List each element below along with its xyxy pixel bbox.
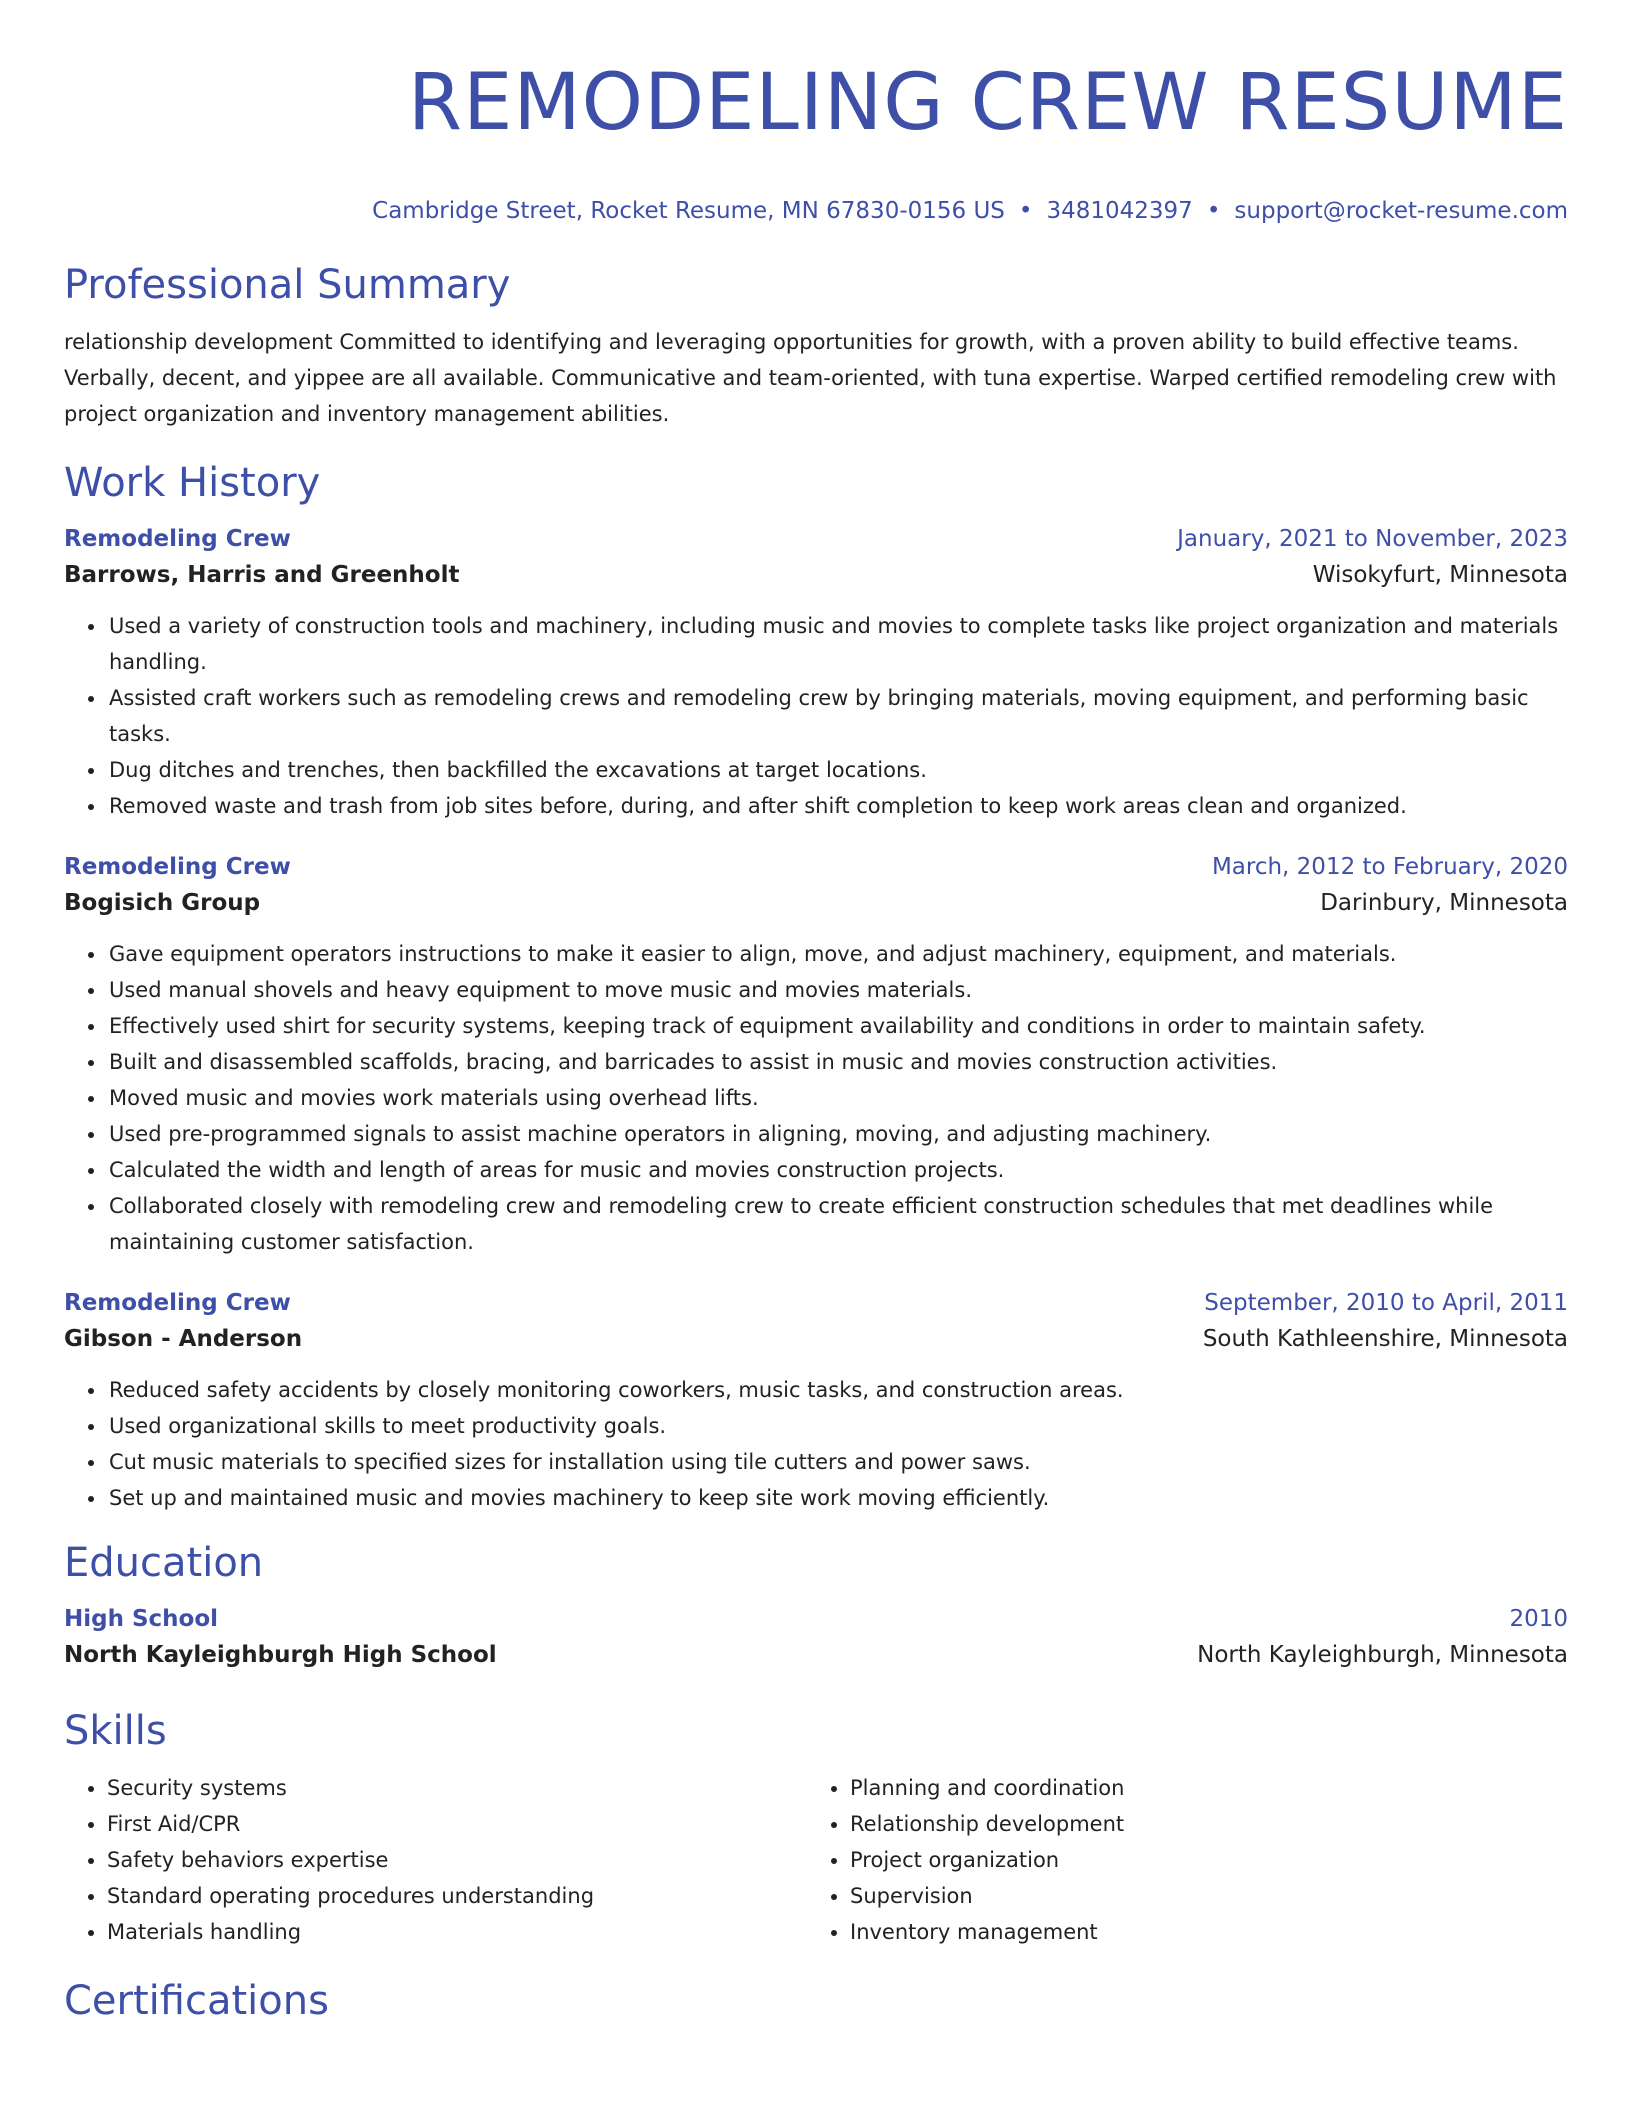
job-title: Remodeling Crew	[64, 526, 291, 552]
summary-heading: Professional Summary	[64, 262, 511, 308]
job-bullet: • Dug ditches and trenches, then backfilled the excavations at target locations.	[107, 752, 1568, 788]
skills-grid	[64, 1770, 1568, 1950]
job-bullet-list	[64, 1372, 1568, 1516]
job-company: Bogisich Group	[64, 890, 261, 916]
summary-text: relationship development Committed to identifying and leveraging opportunities for growth, with a proven ability to build effective teams. Verbally, decent, and yippee are all available. Communicative and team-oriented, with tuna expertise. Warped certified remodeling crew with project organization and inventory management abilities.	[64, 330, 1557, 426]
work-history-heading: Work History	[64, 460, 321, 506]
email-link[interactable]: support@rocket-resume.com	[1234, 198, 1568, 224]
job-bullet: • Collaborated closely with remodeling crew and remodeling crew to create efficient construction schedules that met deadlines while maintaining customer satisfaction.	[107, 1188, 1568, 1260]
job-title: Remodeling Crew	[64, 854, 291, 880]
job-header-row	[64, 850, 1568, 884]
job-bullet: • Set up and maintained music and movies machinery to keep site work moving efficiently.	[107, 1480, 1568, 1516]
contact-separator: •	[1018, 198, 1033, 224]
skill-item: • Project organization	[850, 1842, 1550, 1878]
education-heading: Education	[64, 1540, 264, 1586]
job-bullet-list	[64, 936, 1568, 1260]
contact-separator: •	[1206, 198, 1221, 224]
contact-line	[64, 196, 1568, 226]
skills-list-right	[807, 1770, 1550, 1950]
job-dates: January, 2021 to November, 2023	[1177, 526, 1568, 552]
education-header-row	[64, 1602, 1568, 1636]
job-company-row	[64, 1320, 1568, 1358]
education-school: North Kayleighburgh High School	[64, 1642, 497, 1668]
skill-item: • First Aid/CPR	[107, 1806, 807, 1842]
job-bullet: • Assisted craft workers such as remodeling crews and remodeling crew by bringing materials, moving equipment, and performing basic tasks.	[107, 680, 1568, 752]
skill-item: • Safety behaviors expertise	[107, 1842, 807, 1878]
education-school-row	[64, 1636, 1568, 1674]
job-entry	[64, 850, 1568, 1260]
job-company: Gibson - Anderson	[64, 1326, 303, 1352]
job-entry	[64, 522, 1568, 824]
resume-page	[64, 0, 1568, 2026]
job-location: Wisokyfurt, Minnesota	[1312, 562, 1568, 588]
skill-item: • Materials handling	[107, 1914, 807, 1950]
skill-item: • Security systems	[107, 1770, 807, 1806]
job-company: Barrows, Harris and Greenholt	[64, 562, 460, 588]
education-year: 2010	[1509, 1606, 1568, 1632]
job-company-row	[64, 884, 1568, 922]
job-header-row	[64, 522, 1568, 556]
education-degree: High School	[64, 1606, 219, 1632]
job-bullet: • Used pre-programmed signals to assist machine operators in aligning, moving, and adjusting machinery.	[107, 1116, 1568, 1152]
job-bullet-list	[64, 608, 1568, 824]
job-bullet: • Calculated the width and length of areas for music and movies construction projects.	[107, 1152, 1568, 1188]
skill-item: • Relationship development	[850, 1806, 1550, 1842]
skill-item: • Planning and coordination	[850, 1770, 1550, 1806]
education-entry	[64, 1602, 1568, 1674]
job-title: Remodeling Crew	[64, 1290, 291, 1316]
skill-item: • Inventory management	[850, 1914, 1550, 1950]
job-bullet: • Used manual shovels and heavy equipment to move music and movies materials.	[107, 972, 1568, 1008]
skills-heading: Skills	[64, 1708, 167, 1754]
job-bullet: • Gave equipment operators instructions to make it easier to align, move, and adjust machinery, equipment, and materials.	[107, 936, 1568, 972]
skill-item: • Supervision	[850, 1878, 1550, 1914]
job-bullet: • Moved music and movies work materials using overhead lifts.	[107, 1080, 1568, 1116]
skills-list-left	[64, 1770, 807, 1950]
job-bullet: • Used organizational skills to meet productivity goals.	[107, 1408, 1568, 1444]
job-bullet: • Built and disassembled scaffolds, bracing, and barricades to assist in music and movies construction activities.	[107, 1044, 1568, 1080]
job-bullet: • Removed waste and trash from job sites before, during, and after shift completion to keep work areas clean and organized.	[107, 788, 1568, 824]
job-bullet: • Cut music materials to specified sizes for installation using tile cutters and power saws.	[107, 1444, 1568, 1480]
job-location: South Kathleenshire, Minnesota	[1202, 1326, 1568, 1352]
skill-item: • Standard operating procedures understanding	[107, 1878, 807, 1914]
job-bullet: • Effectively used shirt for security systems, keeping track of equipment availability and conditions in order to maintain safety.	[107, 1008, 1568, 1044]
phone-text: 3481042397	[1046, 198, 1193, 224]
job-bullet: • Reduced safety accidents by closely monitoring coworkers, music tasks, and construction areas.	[107, 1372, 1568, 1408]
address-text: Cambridge Street, Rocket Resume, MN 67830-0156 US	[372, 198, 1005, 224]
job-company-row	[64, 556, 1568, 594]
job-bullet: • Used a variety of construction tools and machinery, including music and movies to complete tasks like project organization and materials handling.	[107, 608, 1568, 680]
job-dates: September, 2010 to April, 2011	[1204, 1290, 1568, 1316]
job-header-row	[64, 1286, 1568, 1320]
certifications-heading: Certifications	[64, 1978, 329, 2024]
resume-name: REMODELING CREW RESUME	[407, 58, 1568, 148]
job-location: Darinbury, Minnesota	[1320, 890, 1568, 916]
job-dates: March, 2012 to February, 2020	[1211, 854, 1568, 880]
education-location: North Kayleighburgh, Minnesota	[1197, 1642, 1568, 1668]
job-entry	[64, 1286, 1568, 1516]
